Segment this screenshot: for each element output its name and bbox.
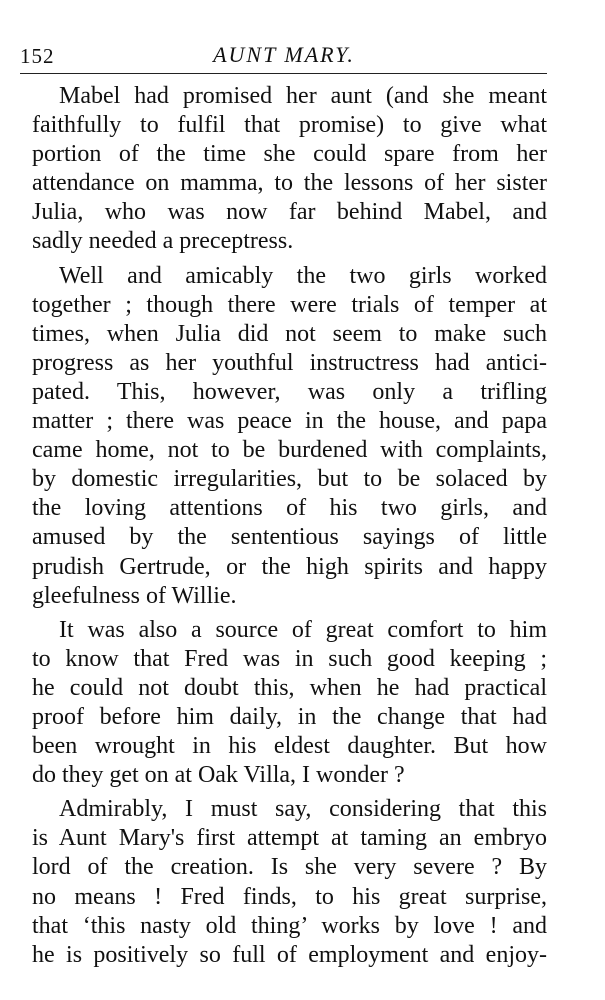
text-line: prudish Gertrude, or the high spirits and happy — [32, 553, 547, 580]
text-line: been wrought in his eldest daughter. But how — [32, 733, 547, 760]
page-header — [20, 42, 548, 72]
text-line: do they get on at Oak Villa, I wonder ? — [32, 762, 405, 789]
text-line: portion of the time she could spare from her — [32, 141, 547, 168]
text-line: to know that Fred was in such good keeping ; — [32, 645, 547, 672]
text-line: that ‘this nasty old thing’ works by love ! and — [32, 912, 547, 939]
paragraph — [32, 82, 547, 257]
text-line: gleefulness of Willie. — [32, 582, 237, 609]
body-text — [32, 82, 547, 970]
text-line: Admirably, I must say, considering that this — [59, 796, 547, 823]
paragraph — [32, 616, 547, 791]
running-title: AUNT MARY. — [213, 42, 355, 67]
text-line: he is positively so full of employment and enjoy- — [32, 941, 547, 968]
text-line: amused by the sententious sayings of little — [32, 524, 547, 551]
text-line: matter ; there was peace in the house, and papa — [32, 408, 547, 435]
text-line: Mabel had promised her aunt (and she meant — [59, 83, 547, 109]
text-line: Well and amicably the two girls worked — [59, 262, 547, 289]
text-line: times, when Julia did not seem to make such — [32, 320, 547, 347]
text-line: no means ! Fred finds, to his great surprise, — [32, 883, 547, 910]
text-line: came home, not to be burdened with complaints, — [32, 437, 547, 464]
text-line: by domestic irregularities, but to be solaced by — [32, 466, 547, 493]
text-line: the loving attentions of his two girls, and — [32, 495, 547, 522]
text-line: attendance on mamma, to the lessons of her sister — [32, 170, 547, 197]
text-line: together ; though there were trials of temper at — [32, 291, 547, 318]
text-line: progress as her youthful instructress had antici- — [32, 349, 547, 376]
text-line: sadly needed a preceptress. — [32, 228, 294, 255]
paragraph — [32, 795, 547, 970]
text-line: faithfully to fulfil that promise) to give what — [32, 112, 547, 139]
text-line: Julia, who was now far behind Mabel, and — [32, 199, 547, 226]
header-rule — [20, 73, 547, 74]
page-number: 152 — [20, 44, 55, 68]
text-line: is Aunt Mary's first attempt at taming an embryo — [32, 825, 547, 852]
text-line: he could not doubt this, when he had practical — [32, 674, 547, 701]
text-line: proof before him daily, in the change that had — [32, 703, 547, 730]
paragraph — [32, 262, 547, 611]
text-line: pated. This, however, was only a trifling — [32, 378, 547, 405]
text-line: It was also a source of great comfort to him — [59, 616, 547, 643]
text-line: lord of the creation. Is she very severe ? By — [32, 854, 547, 881]
